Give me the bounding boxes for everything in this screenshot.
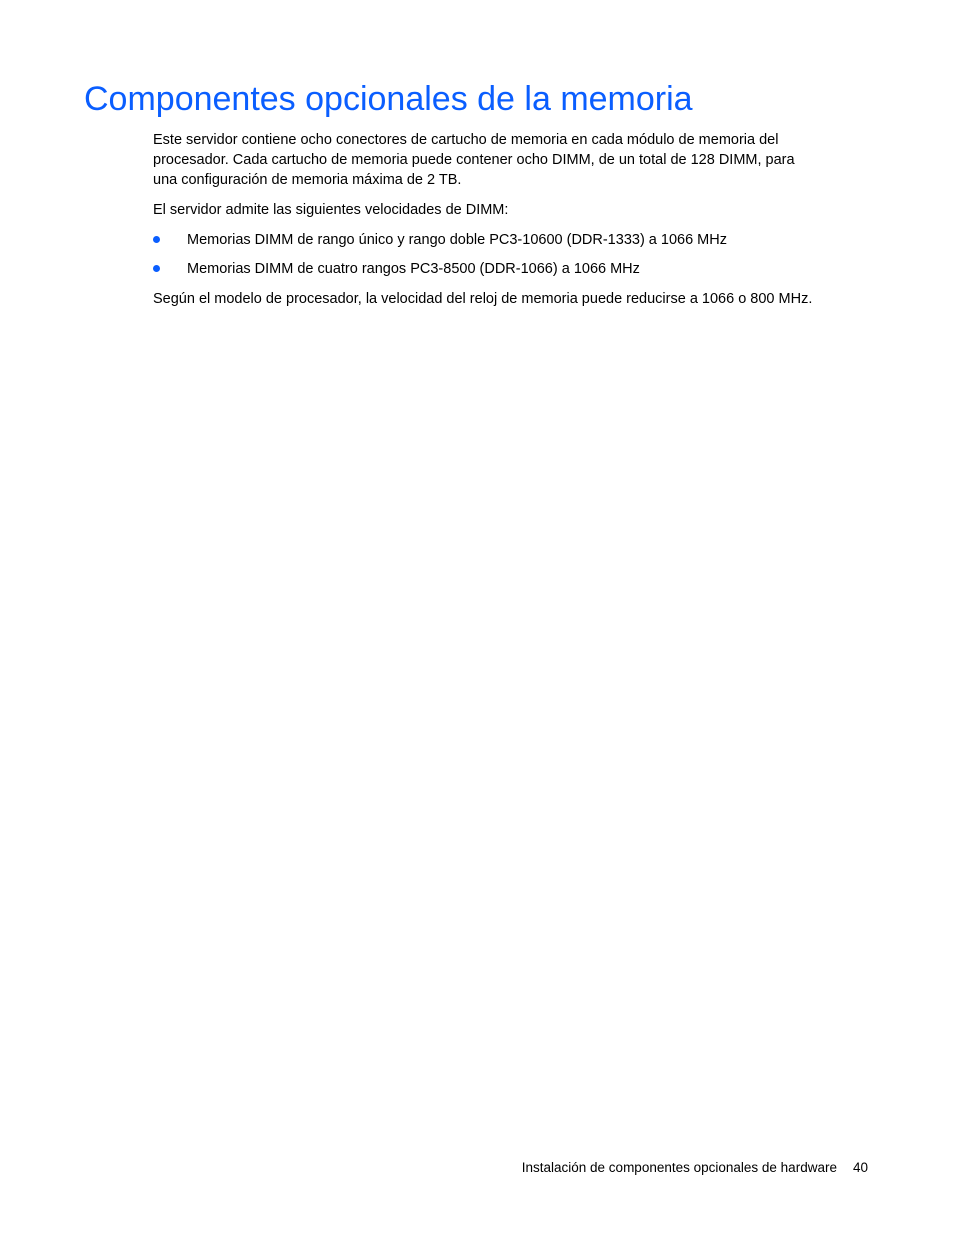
body-content [153, 130, 883, 319]
speeds-intro: El servidor admite las siguientes velocidades de DIMM: [153, 202, 509, 218]
speed-list [153, 230, 883, 279]
bullet-icon [153, 265, 160, 272]
page-number: 40 [852, 1160, 868, 1175]
closing-paragraph: Según el modelo de procesador, la velocidad del reloj de memoria puede reducirse a 1066 o 800 MHz. [153, 291, 813, 307]
page-title: Componentes opcionales de la memoria [84, 80, 693, 118]
bullet-icon [153, 236, 160, 243]
list-item-text: Memorias DIMM de cuatro rangos PC3-8500 (DDR-1066) a 1066 MHz [187, 261, 640, 277]
intro-line-3: una configuración de memoria máxima de 2 TB. [153, 172, 462, 188]
intro-paragraph [153, 130, 883, 190]
list-item-text: Memorias DIMM de rango único y rango doble PC3-10600 (DDR-1333) a 1066 MHz [187, 232, 727, 248]
intro-line-1: Este servidor contiene ocho conectores de cartucho de memoria en cada módulo de memoria del [153, 132, 779, 148]
list-item [153, 259, 883, 279]
page-footer [522, 1158, 868, 1178]
list-item [153, 230, 883, 250]
intro-line-2: procesador. Cada cartucho de memoria puede contener ocho DIMM, de un total de 128 DIMM, para [153, 152, 795, 168]
footer-section-title: Instalación de componentes opcionales de hardware [521, 1160, 837, 1175]
